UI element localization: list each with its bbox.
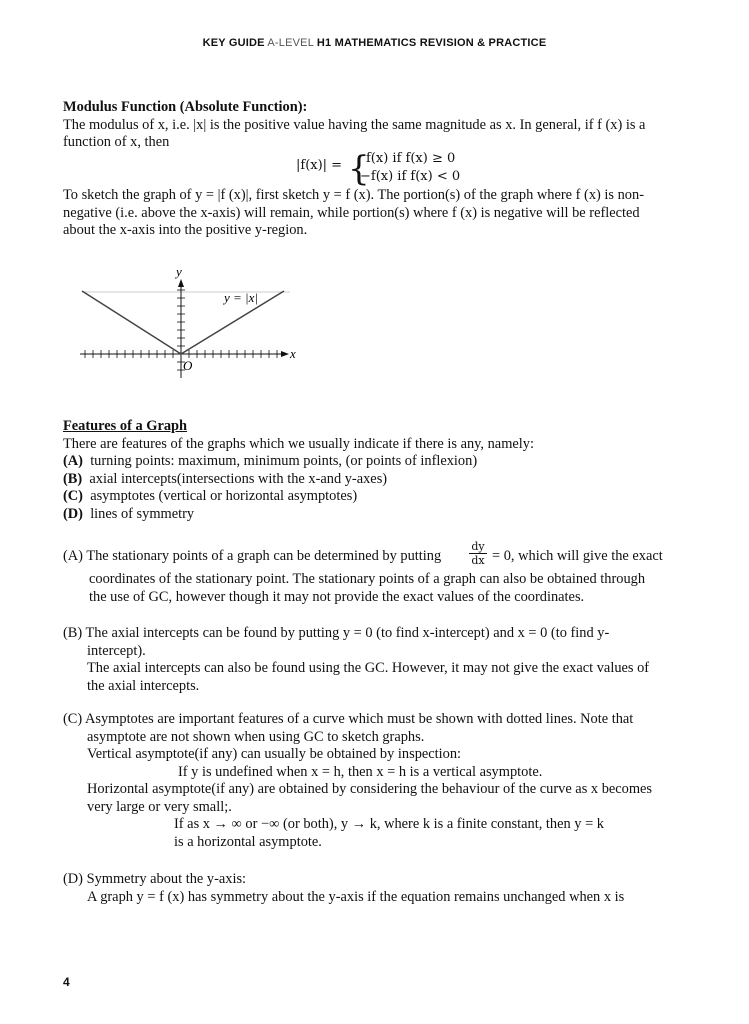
formula-case-2: −f(x) if f(x) < 0: [360, 169, 461, 184]
x-axis-arrow: [281, 351, 289, 357]
B-line-2: intercept).: [87, 642, 146, 659]
C-line-5: Horizontal asymptote(if any) are obtained by considering the behaviour of the curve as x becomes: [87, 781, 653, 797]
y-axis-label: y: [176, 264, 182, 279]
sketch-paragraph: [63, 187, 693, 240]
formula-case-1: f(x) if f(x) ≥ 0: [366, 151, 456, 166]
feature-item: (B) axial intercepts(intersections with the x-and y-axes): [63, 470, 388, 487]
C-paragraph: [63, 711, 693, 851]
sketch-line-2: negative (i.e. above the x-axis) will remain, while portion(s) where f (x) is negative will be reflected: [63, 204, 640, 221]
D-paragraph: [63, 871, 693, 906]
dy-dx-fraction: $\frac{dy}{dx}$: [469, 540, 487, 567]
features-heading: Features of a Graph: [63, 418, 188, 434]
A-paragraph: [63, 571, 719, 606]
modulus-heading: Modulus Function (Absolute Function):: [63, 99, 308, 115]
A-post: = 0, which will give the exact: [492, 548, 663, 564]
C-line-8: is a horizontal asymptote.: [174, 833, 322, 850]
header-level: A-LEVEL: [267, 37, 314, 49]
B-line-4: the axial intercepts.: [87, 677, 200, 694]
formula-brace: {: [348, 149, 370, 189]
sketch-line-3: about the x-axis into the positive y-region.: [63, 222, 308, 238]
sketch-line-1: To sketch the graph of y = |f (x)|, first sketch y = f (x). The portion(s) of the graph where f (x) is non-: [63, 187, 644, 203]
features-section: [63, 418, 693, 523]
D-line-1: (D) Symmetry about the y-axis:: [63, 871, 247, 887]
modulus-section: [63, 99, 693, 152]
header-title: H1 MATHEMATICS REVISION & PRACTICE: [316, 37, 547, 49]
feature-item: (D) lines of symmetry: [63, 505, 195, 522]
modulus-intro-1: The modulus of x, i.e. |x| is the positive value having the same magnitude as x. In general, if f (x) is a: [63, 116, 646, 133]
A-line-2: coordinates of the stationary point. The stationary points of a graph can also be obtained through: [89, 571, 646, 587]
header-brand: KEY GUIDE: [202, 37, 265, 49]
C-line-7: If as x → ∞ or −∞ (or both), y → k, where k is a finite constant, then y = k: [174, 816, 605, 832]
curve-label: y = |x|: [224, 290, 258, 305]
C-line-6: very large or very small;.: [87, 798, 232, 815]
origin-label: O: [183, 358, 193, 373]
modulus-graph: [70, 262, 310, 382]
x-axis-label: x: [290, 346, 296, 361]
feature-item: (A) turning points: maximum, minimum points, (or points of inflexion): [63, 453, 478, 469]
B-line-1: (B) The axial intercepts can be found by putting y = 0 (to find x-intercept) and x = 0 (to find y-: [63, 625, 610, 641]
C-line-1: (C) Asymptotes are important features of a curve which must be shown with dotted lines. Note that: [63, 711, 634, 727]
page-number: 4: [63, 975, 70, 989]
formula-lhs: |f(x)| =: [296, 158, 343, 173]
D-line-2: A graph y = f (x) has symmetry about the y-axis if the equation remains unchanged when x is: [87, 888, 625, 905]
C-line-4: If y is undefined when x = h, then x = h is a vertical asymptote.: [178, 763, 543, 780]
features-intro: There are features of the graphs which we usually indicate if there is any, namely:: [63, 435, 534, 452]
C-line-3: Vertical asymptote(if any) can usually be obtained by inspection:: [87, 746, 462, 762]
modulus-intro-2: function of x, then: [63, 134, 170, 150]
running-header: [0, 37, 749, 49]
C-line-2: asymptote are not shown when using GC to sketch graphs.: [87, 728, 425, 745]
feature-item: (C) asymptotes (vertical or horizontal asymptotes): [63, 488, 358, 504]
B-paragraph: [63, 625, 693, 695]
A-pre: (A) The stationary points of a graph can be determined by putting: [63, 548, 442, 564]
B-line-3: The axial intercepts can also be found using the GC. However, it may not give the exact values of: [87, 660, 650, 676]
y-axis-arrow: [178, 279, 184, 287]
A-line-3: the use of GC, however though it may not provide the exact values of the coordinates.: [89, 588, 585, 605]
